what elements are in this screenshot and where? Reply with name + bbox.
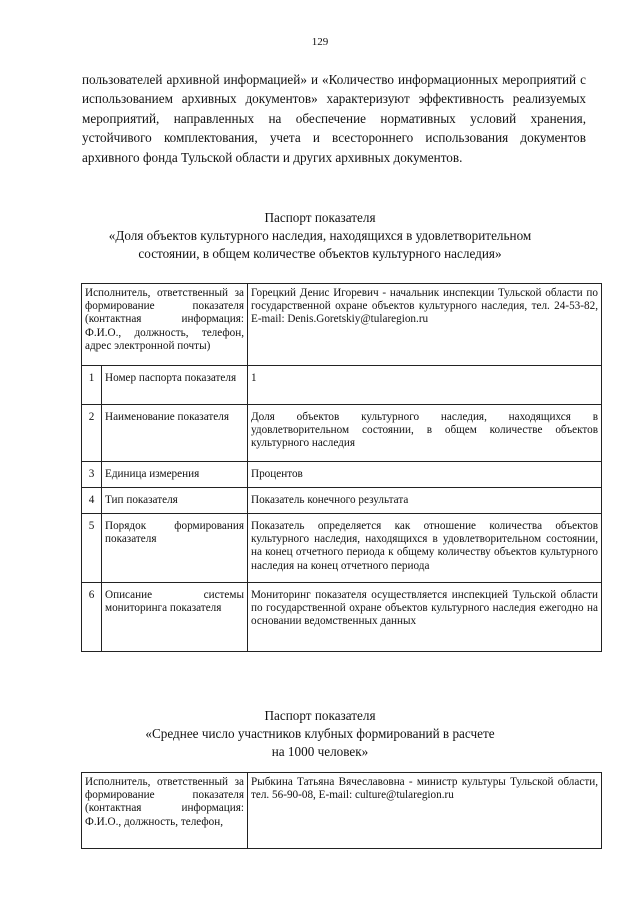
passport-1-executor-row xyxy=(82,284,602,366)
table-row xyxy=(82,462,602,488)
row-number: 6 xyxy=(82,583,102,652)
row-label: Тип показателя xyxy=(102,488,248,514)
row-value: 1 xyxy=(248,366,602,405)
row-label: Порядок формирования показателя xyxy=(102,514,248,583)
page-number: 129 xyxy=(311,36,329,48)
passport-2-executor-row xyxy=(82,773,602,849)
passport-2-table xyxy=(81,772,602,849)
row-label: Номер паспорта показателя xyxy=(102,366,248,405)
row-label: Наименование показателя xyxy=(102,405,248,462)
passport-1-title: Паспорт показателя xyxy=(264,210,376,225)
passport-2-name-line-1: «Среднее число участников клубных формирований в расчете xyxy=(145,726,495,741)
table-row xyxy=(82,514,602,583)
table-row xyxy=(82,488,602,514)
row-number: 4 xyxy=(82,488,102,514)
row-number: 3 xyxy=(82,462,102,488)
row-number: 1 xyxy=(82,366,102,405)
passport-2-name-line-2: на 1000 человек» xyxy=(271,744,369,759)
passport-1-name-line-2: состоянии, в общем количестве объектов культурного наследия» xyxy=(138,246,502,261)
table-row xyxy=(82,405,602,462)
row-label: Описание системы мониторинга показателя xyxy=(102,583,248,652)
row-value: Мониторинг показателя осуществляется инспекцией Тульской области по государственной охране объектов культурного наследия ежегодно на основании ведомственных данных xyxy=(248,583,602,652)
passport-2-heading xyxy=(60,707,580,761)
passport-1-name-line-1: «Доля объектов культурного наследия, находящихся в удовлетворительном xyxy=(108,228,532,243)
executor-label: Исполнитель, ответственный за формирование показателя (контактная информация: Ф.И.О., должность, телефон, xyxy=(82,773,248,849)
passport-1-table xyxy=(81,283,602,652)
passport-2-title: Паспорт показателя xyxy=(264,708,376,723)
row-number: 5 xyxy=(82,514,102,583)
row-value: Показатель конечного результата xyxy=(248,488,602,514)
row-value: Показатель определяется как отношение количества объектов культурного наследия, находящихся в удовлетворительном состоянии, на конец отчетного периода к общему количеству объектов культурного наследия на конец отчетного периода xyxy=(248,514,602,583)
row-number: 2 xyxy=(82,405,102,462)
passport-1-heading xyxy=(60,209,580,263)
table-row xyxy=(82,583,602,652)
row-value: Процентов xyxy=(248,462,602,488)
executor-value: Горецкий Денис Игоревич - начальник инспекции Тульской области по государственной охране объектов культурного наследия, тел. 24-53-82, E-mail: Denis.Goretskiy@tularegion.ru xyxy=(248,284,602,366)
row-label: Единица измерения xyxy=(102,462,248,488)
executor-value: Рыбкина Татьяна Вячеславовна - министр культуры Тульской области, тел. 56-90-08, E-mail: culture@tularegion.ru xyxy=(248,773,602,849)
intro-paragraph: пользователей архивной информацией» и «Количество информационных мероприятий с использованием архивных документов» характеризуют эффективность реализуемых мероприятий, направленных на обеспечение нормативных условий хранения, устойчивого комплектования, учета и всестороннего использования документов архивного фонда Тульской области и других архивных документов. xyxy=(82,72,586,165)
table-row xyxy=(82,366,602,405)
row-value: Доля объектов культурного наследия, находящихся в удовлетворительном состоянии, в общем количестве объектов культурного наследия xyxy=(248,405,602,462)
executor-label: Исполнитель, ответственный за формирование показателя (контактная информация: Ф.И.О., должность, телефон, адрес электронной почты) xyxy=(82,284,248,366)
